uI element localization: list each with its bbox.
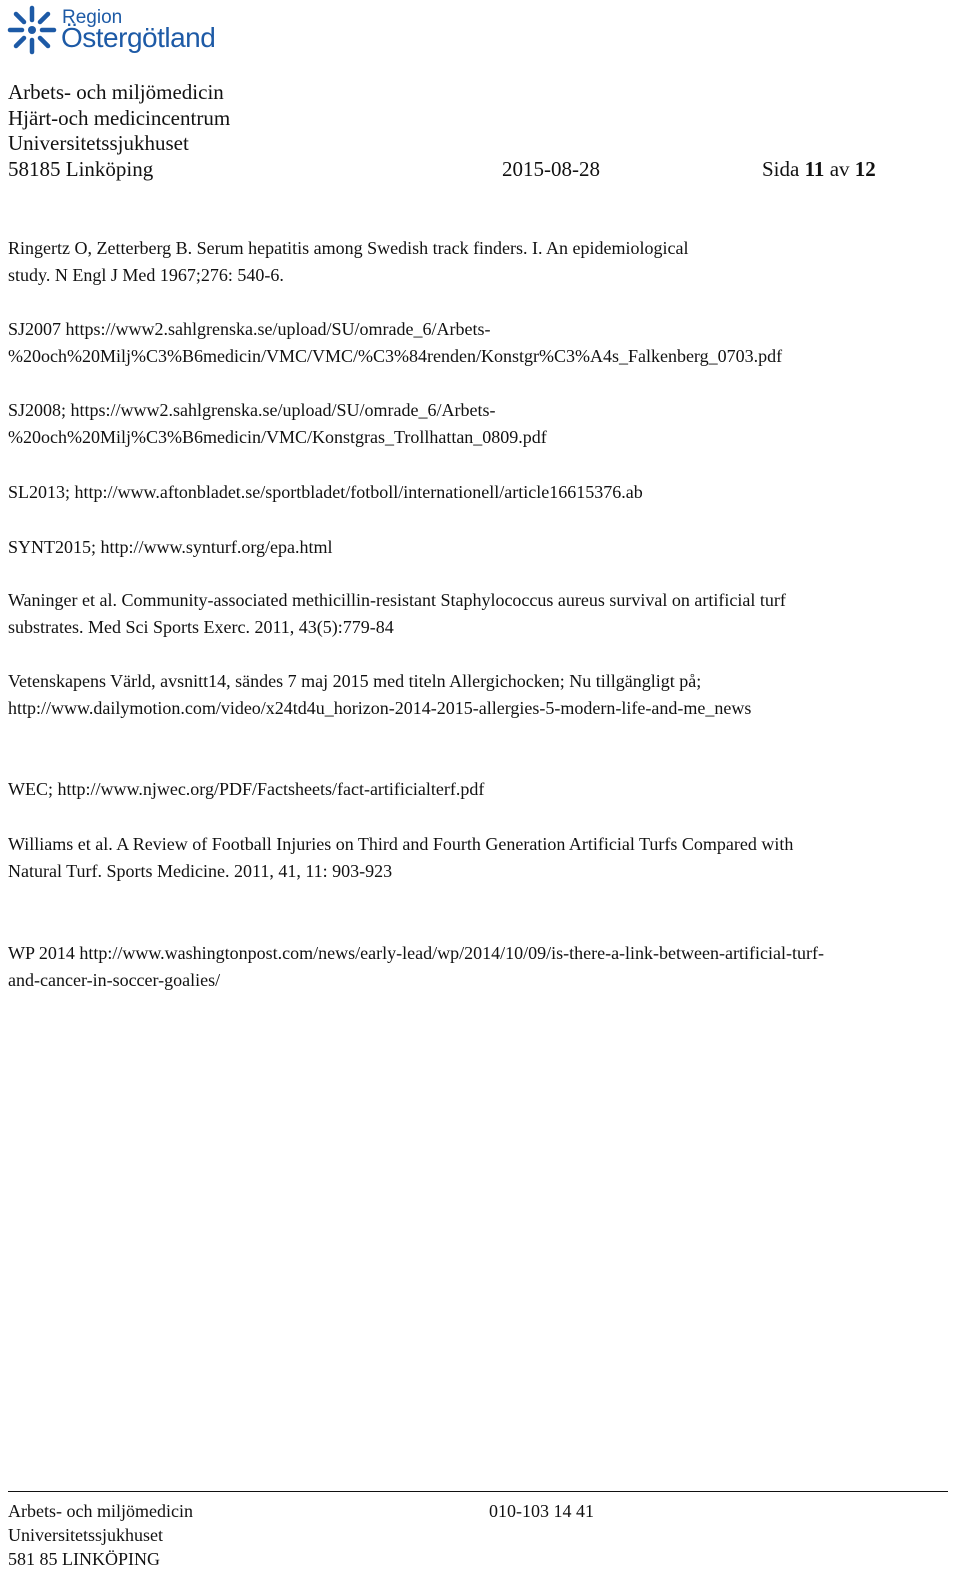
logo-line-region: Region (62, 7, 123, 28)
reference-ringertz (8, 235, 943, 289)
reference-line: study. N Engl J Med 1967;276: 540-6. (8, 265, 284, 285)
header-hospital: Universitetssjukhuset (8, 131, 189, 155)
reference-line: %20och%20Milj%C3%B6medicin/VMC/VMC/%C3%84renden/Konstgr%C3%A4s_Falkenberg_0703.pdf (8, 346, 783, 366)
page-indicator (762, 159, 876, 180)
reference-line: and-cancer-in-soccer-goalies/ (8, 970, 221, 990)
reference-vetenskapens-varld (8, 668, 943, 722)
header-department: Arbets- och miljömedicin (8, 80, 224, 104)
reference-line: Vetenskapens Värld, avsnitt14, sändes 7 maj 2015 med titeln Allergichocken; Nu tillgängligt på; (8, 671, 702, 691)
reference-synt2015 (8, 534, 943, 561)
reference-sj2007 (8, 316, 943, 370)
reference-sj2008 (8, 397, 943, 451)
footer-department: Arbets- och miljömedicin (8, 1501, 193, 1521)
reference-williams (8, 831, 943, 885)
reference-line: WEC; http://www.njwec.org/PDF/Factsheets/fact-artificialterf.pdf (8, 779, 485, 799)
reference-line: http://www.dailymotion.com/video/x24td4u_horizon-2014-2015-allergies-5-modern-life-and-me_news (8, 698, 752, 718)
reference-line: SJ2007 https://www2.sahlgrenska.se/upload/SU/omrade_6/Arbets- (8, 319, 491, 339)
header-center: Hjärt-och medicincentrum (8, 106, 231, 130)
reference-line: SJ2008; https://www2.sahlgrenska.se/upload/SU/omrade_6/Arbets- (8, 400, 496, 420)
reference-line: WP 2014 http://www.washingtonpost.com/news/early-lead/wp/2014/10/09/is-there-a-link-between-artificial-turf- (8, 943, 824, 963)
reference-sl2013 (8, 479, 943, 506)
header-date: 2015-08-28 (502, 157, 600, 181)
region-ostergotland-logo (6, 2, 216, 58)
reference-line: Waninger et al. Community-associated methicillin-resistant Staphylococcus aureus survival on artificial turf (8, 590, 786, 610)
page-current: 11 (804, 157, 825, 181)
page-total: 12 (854, 157, 876, 181)
region-emblem-icon (6, 4, 58, 56)
footer-phone: 010-103 14 41 (489, 1501, 594, 1521)
reference-line: Ringertz O, Zetterberg B. Serum hepatitis among Swedish track finders. I. An epidemiological (8, 238, 689, 258)
reference-wp2014 (8, 940, 943, 994)
footer-divider (8, 1491, 948, 1492)
reference-line: SL2013; http://www.aftonbladet.se/sportbladet/fotboll/internationell/article16615376.ab (8, 482, 643, 502)
reference-line: %20och%20Milj%C3%B6medicin/VMC/Konstgras_Trollhattan_0809.pdf (8, 427, 547, 447)
footer-hospital: Universitetssjukhuset (8, 1525, 163, 1545)
footer-address: 581 85 LINKÖPING (8, 1549, 160, 1569)
reference-line: substrates. Med Sci Sports Exerc. 2011, 43(5):779-84 (8, 617, 394, 637)
reference-line: Natural Turf. Sports Medicine. 2011, 41, 11: 903-923 (8, 861, 393, 881)
reference-waninger (8, 587, 943, 641)
header-city: 58185 Linköping (8, 157, 154, 181)
reference-line: SYNT2015; http://www.synturf.org/epa.html (8, 537, 333, 557)
page-separator: av (829, 157, 850, 181)
logo-line-ostergotland: Östergötland (61, 22, 216, 53)
reference-line: Williams et al. A Review of Football Injuries on Third and Fourth Generation Artificial Turfs Compared with (8, 834, 794, 854)
reference-wec (8, 776, 943, 803)
page-prefix: Sida (762, 157, 800, 181)
